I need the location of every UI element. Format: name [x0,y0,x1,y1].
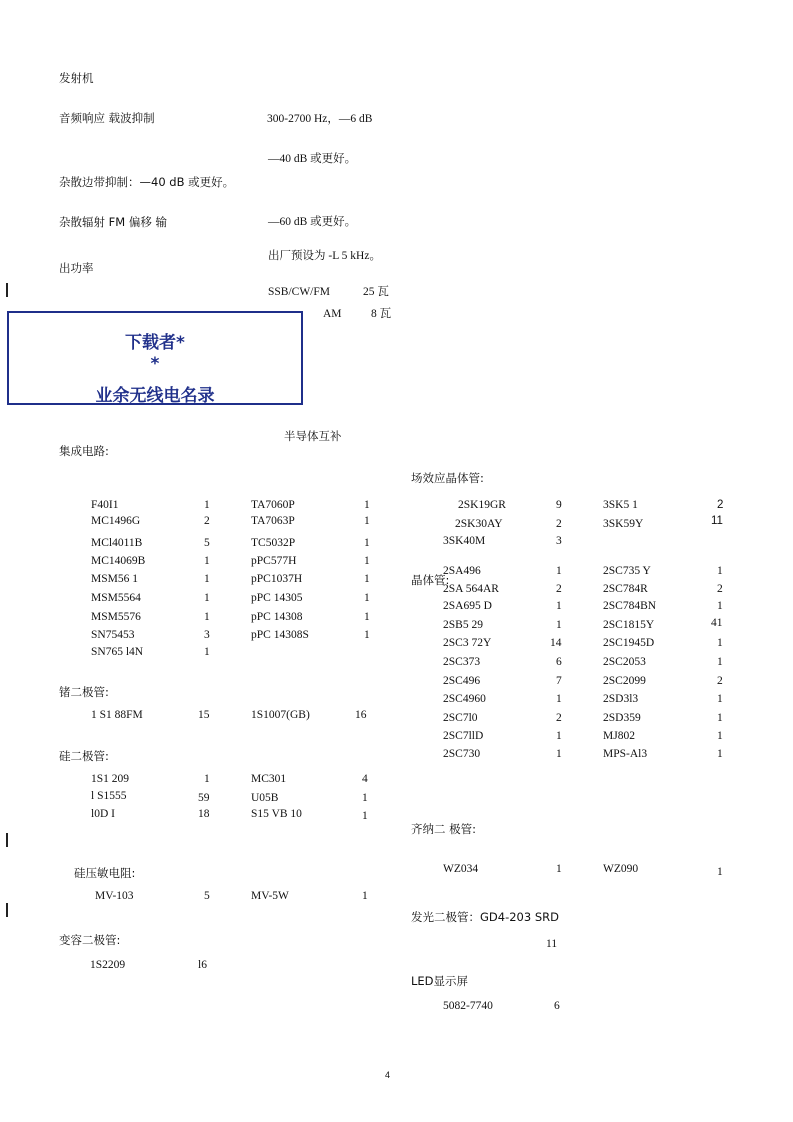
part-qty: 3 [556,535,562,547]
part-qty: 1 [556,863,562,875]
part-number: U05B [251,792,279,804]
part-qty: 1 [362,890,368,902]
spurious-fm-label: 杂散辐射 FM 偏移 输 [59,215,168,229]
part-number: MSM5576 [91,611,141,623]
part-number: 2SC3 72Y [443,637,492,649]
part-number: 3SK40M [443,535,486,547]
part-qty: 1 [362,792,368,804]
part-qty: 11 [711,515,723,527]
part-number: MPS-Al3 [603,748,648,760]
power-value: 25 瓦 [363,286,389,298]
part-qty: l6 [198,959,207,971]
part-number: 2SC735 Y [603,565,651,577]
carrier-suppression-value: —40 dB 或更好。 [268,153,357,165]
part-qty: 1 [364,555,370,567]
ge-diode-heading: 锗二极管: [59,685,109,699]
part-qty: 41 [711,617,723,629]
part-qty: 1 [717,693,723,705]
part-qty: 1 [204,592,210,604]
part-number: 2SC784BN [603,600,657,612]
part-qty: 1 [717,656,723,668]
part-qty: 1 [556,693,562,705]
part-qty: 1 [364,515,370,527]
output-power-label: 出功率 [59,261,94,275]
power-value: 8 瓦 [371,308,392,320]
part-qty: 2 [204,515,210,527]
part-number: 2SC7l0 [443,712,478,724]
part-qty: 1 [204,499,210,511]
part-number: 2SC730 [443,748,481,760]
part-number: 2SC373 [443,656,481,668]
part-number: 2SC1815Y [603,619,655,631]
part-number: 2SC4960 [443,693,486,705]
part-qty: 1 [362,810,368,822]
fet-heading: 场效应晶体管: [411,471,484,485]
part-number: 1S1007(GB) [251,709,310,721]
varactor-heading: 变容二极管: [59,933,121,947]
part-qty: 2 [556,518,562,530]
part-number: 2SD3l3 [603,693,639,705]
part-qty: 2 [717,499,724,511]
part-number: TA7060P [251,499,295,511]
part-qty: 2 [556,712,562,724]
part-number: MV-103 [95,890,134,902]
part-number: 2SC7llD [443,730,484,742]
part-qty: 1 [364,611,370,623]
part-qty: 1 [717,748,723,760]
part-qty: 16 [355,709,367,721]
watermark-line: 业余无线电名录 [95,386,215,406]
part-number: 1 S1 88FM [91,709,143,721]
si-diode-heading: 硅二极管: [59,749,109,763]
audio-response-label: 音频响应 载波抑制 [59,111,155,125]
part-number: 3SK5 1 [603,499,638,511]
led-heading: 发光二极管：GD4-203 SRD [411,910,559,924]
part-qty: 1 [364,537,370,549]
part-number: MCl4011B [91,537,143,549]
scan-mark [6,283,8,297]
part-qty: 5 [204,537,210,549]
varistor-heading: 硅压敏电阻: [74,866,136,880]
part-qty: 1 [204,573,210,585]
part-number: l S1555 [91,790,127,802]
part-qty: 1 [204,773,210,785]
part-number: 2SD359 [603,712,641,724]
power-mode: AM [323,308,342,320]
part-number: F40I1 [91,499,119,511]
part-qty: 1 [717,712,723,724]
part-number: MV-5W [251,890,289,902]
part-number: 2SA 564AR [443,583,499,595]
part-number: 2SK19GR [458,499,506,511]
part-number: 2SC2099 [603,675,646,687]
transmitter-heading: 发射机 [59,71,94,85]
part-number: WZ034 [443,863,479,875]
semiconductor-title: 半导体互补 [284,429,342,443]
spurious-sideband-label: 杂散边带抑制：—40 dB 或更好。 [59,175,235,189]
part-qty: 2 [717,583,723,595]
part-qty: 15 [198,709,210,721]
part-number: MSM56 1 [91,573,138,585]
part-number: 2SC2053 [603,656,646,668]
part-number: 2SC1945D [603,637,655,649]
zener-heading: 齐纳二 极管: [411,822,477,836]
part-qty: 6 [556,656,562,668]
part-qty: 1 [556,600,562,612]
part-qty: 1 [556,748,562,760]
part-qty: 59 [198,792,210,804]
part-number: 2SB5 29 [443,619,483,631]
part-number: MSM5564 [91,592,141,604]
part-qty: 1 [556,619,562,631]
part-qty: 1 [204,646,210,658]
part-qty: 14 [550,637,562,649]
fm-deviation-value: 出厂预设为 -L 5 kHz。 [268,250,381,262]
part-number: WZ090 [603,863,639,875]
part-qty: 1 [364,499,370,511]
part-number: 1S2209 [90,959,126,971]
audio-response-value: 300-2700 Hz，—6 dB [267,113,373,125]
part-qty: 2 [556,583,562,595]
part-number: TA7063P [251,515,295,527]
part-number: SN75453 [91,629,135,641]
part-number: MC1496G [91,515,141,527]
part-number: 2SA695 D [443,600,492,612]
scan-mark [6,903,8,917]
part-number: MC14069B [91,555,146,567]
transistor-heading: 晶体管: [411,573,450,587]
part-number: MJ802 [603,730,635,742]
part-qty: 3 [204,629,210,641]
part-qty: 1 [717,866,723,878]
part-number: 5082-7740 [443,1000,493,1012]
part-qty: 4 [362,773,368,785]
scan-mark [6,833,8,847]
part-number: MC301 [251,773,287,785]
power-mode: SSB/CW/FM [268,286,330,298]
part-number: 2SK30AY [455,518,503,530]
part-qty: 5 [204,890,210,902]
part-number: 2SC496 [443,675,481,687]
part-qty: 1 [364,592,370,604]
part-qty: 1 [556,565,562,577]
led-display-heading: LED显示屏 [411,974,469,988]
part-number: pPC577H [251,555,297,567]
part-qty: 1 [364,573,370,585]
page-number: 4 [385,1070,391,1080]
part-number: SN765 l4N [91,646,144,658]
part-number: TC5032P [251,537,296,549]
part-number: S15 VB 10 [251,808,302,820]
part-number: pPC 14308 [251,611,303,623]
part-qty: 11 [546,938,558,950]
part-number: 2SA496 [443,565,481,577]
part-number: pPC1037H [251,573,303,585]
part-qty: 1 [204,611,210,623]
part-qty: 7 [556,675,562,687]
part-qty: 1 [717,565,723,577]
part-number: pPC 14305 [251,592,303,604]
part-qty: 1 [556,730,562,742]
part-qty: 1 [364,629,370,641]
part-number: l0D I [91,808,115,820]
watermark-line: 下载者* [125,333,185,353]
part-qty: 6 [554,1000,560,1012]
downloader-watermark [7,311,303,405]
part-qty: 18 [198,808,210,820]
part-number: 1S1 209 [91,773,130,785]
part-qty: 1 [717,730,723,742]
watermark-line: * [150,354,160,374]
part-number: 3SK59Y [603,518,644,530]
part-number: 2SC784R [603,583,648,595]
part-number: pPC 14308S [251,629,309,641]
part-qty: 1 [717,637,723,649]
spurious-value: —60 dB 或更好。 [268,216,357,228]
part-qty: 2 [717,675,723,687]
ic-heading: 集成电路: [59,444,109,458]
part-qty: 1 [717,600,723,612]
part-qty: 1 [204,555,210,567]
part-qty: 9 [556,499,562,511]
